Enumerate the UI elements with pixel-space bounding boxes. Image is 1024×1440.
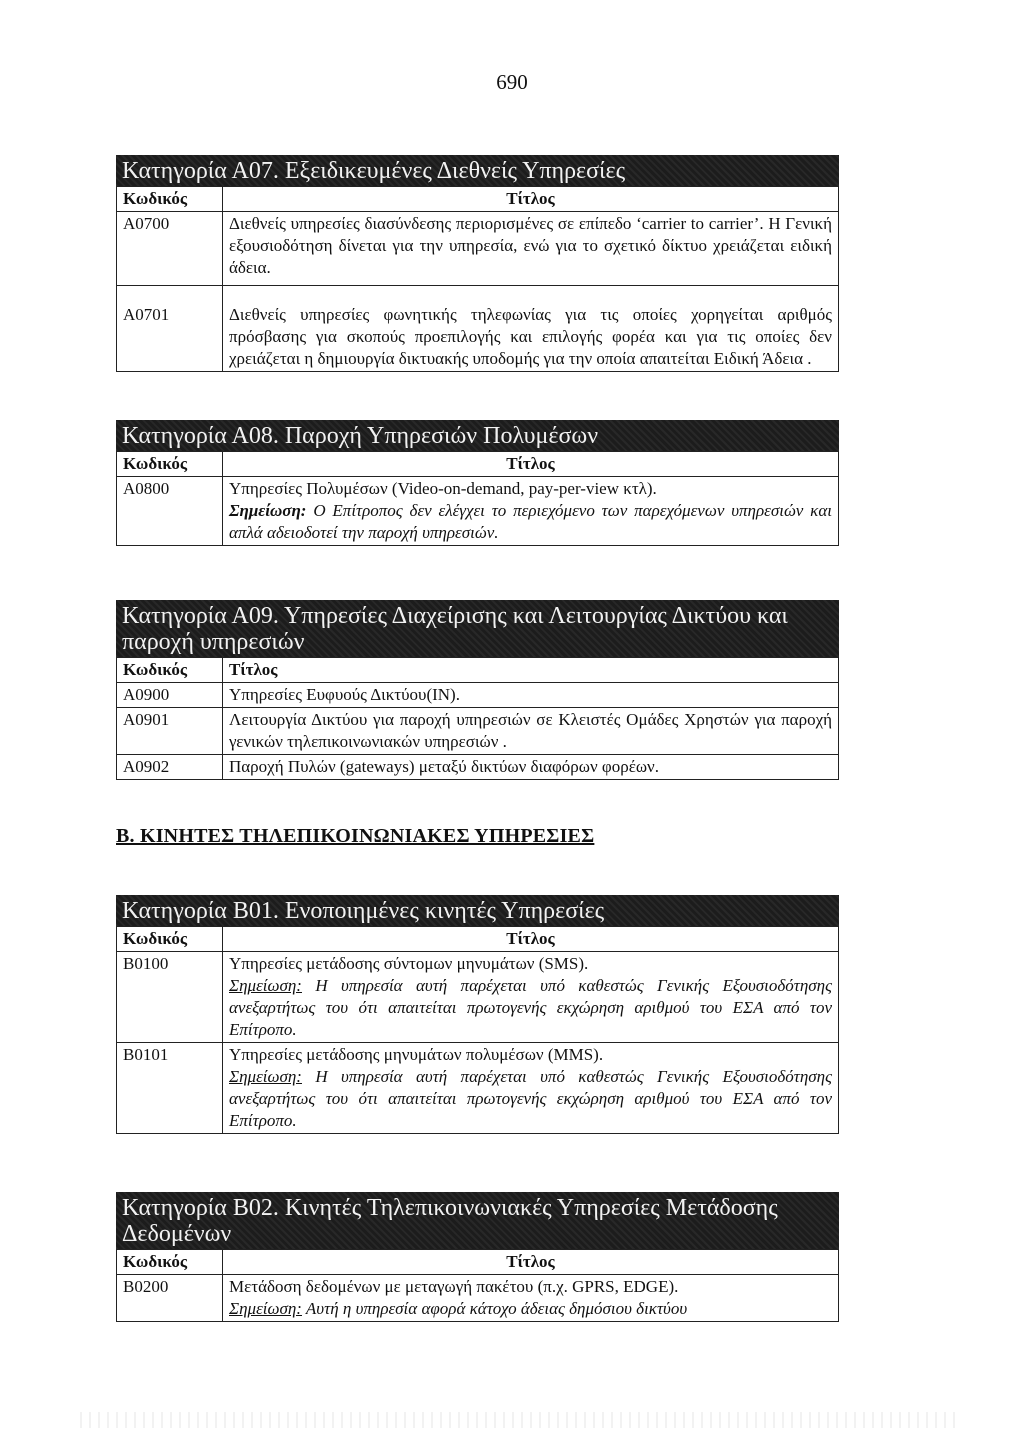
- note-text: Η υπηρεσία αυτή παρέχεται υπό καθεστώς Γενικής Εξουσιοδότησης ανεξαρτήτως του ότι απαιτείται πρωτογενής εκχώρηση αριθμού του ΕΣΑ από τον Επίτροπο.: [229, 976, 832, 1039]
- row-title: Διεθνείς υπηρεσίες φωνητικής τηλεφωνίας για τις οποίες χορηγείται αριθμός πρόσβασης για σκοπούς προεπιλογής και επιλογής φορέα και για τις οποίες δεν χρειάζεται η δημιουργία δικτυακής υποδομής για την οποία απαιτείται Ειδική Άδεια .: [223, 286, 839, 372]
- row-title-cell: [223, 1043, 839, 1134]
- row-code: Α0900: [117, 683, 223, 708]
- category-heading: Κατηγορία Β01. Ενοποιημένες κινητές Υπηρεσίες: [116, 895, 839, 926]
- category-a08: [116, 420, 839, 546]
- category-table: [116, 926, 839, 1134]
- code-column-header: Κωδικός: [117, 927, 223, 952]
- row-title: Μετάδοση δεδομένων με μεταγωγή πακέτου (π.χ. GPRS, EDGE).: [229, 1277, 679, 1296]
- category-heading: Κατηγορία Α08. Παροχή Υπηρεσιών Πολυμέσων: [116, 420, 839, 451]
- row-code: Α0902: [117, 755, 223, 780]
- table-row: [117, 477, 839, 546]
- note-text: Αυτή η υπηρεσία αφορά κάτοχο άδειας δημόσιου δικτύου: [301, 1299, 688, 1318]
- table-row: [117, 683, 839, 708]
- row-code: Α0800: [117, 477, 223, 546]
- table-row: [117, 952, 839, 1043]
- row-title: Υπηρεσίες Πολυμέσων (Video-on-demand, pay-per-view κτλ).: [229, 479, 657, 498]
- row-code: Α0901: [117, 708, 223, 755]
- row-code: Β0101: [117, 1043, 223, 1134]
- row-title: Υπηρεσίες Ευφυούς Δικτύου(IN).: [223, 683, 839, 708]
- row-title: Διεθνείς υπηρεσίες διασύνδεσης περιορισμένες σε επίπεδο ‘carrier to carrier’. Η Γενική εξουσιοδότηση δίνεται για την υπηρεσία, ενώ για το σχετικό δίκτυο χρειάζεται ειδική άδεια.: [223, 212, 839, 286]
- row-title-cell: [223, 952, 839, 1043]
- category-b01: [116, 895, 839, 1134]
- category-table: [116, 657, 839, 780]
- row-title: Λειτουργία Δικτύου για παροχή υπηρεσιών σε Κλειστές Ομάδες Χρηστών για παροχή γενικών τηλεπικοινωνιακών υπηρεσιών .: [223, 708, 839, 755]
- note-text: Ο Επίτροπος δεν ελέγχει το περιεχόμενο των παρεχόμενων υπηρεσιών και απλά αδειοδοτεί την παροχή υπηρεσιών.: [229, 501, 832, 542]
- category-heading: Κατηγορία Α09. Υπηρεσίες Διαχείρισης και Λειτουργίας Δικτύου και παροχή υπηρεσιών: [116, 600, 839, 657]
- row-code: Α0700: [117, 212, 223, 286]
- row-note: [229, 500, 832, 544]
- page-number: 690: [496, 70, 528, 94]
- table-row: [117, 755, 839, 780]
- title-column-header: Τίτλος: [223, 452, 839, 477]
- code-column-header: Κωδικός: [117, 452, 223, 477]
- code-column-header: Κωδικός: [117, 187, 223, 212]
- category-heading: Κατηγορία Β02. Κινητές Τηλεπικοινωνιακές Υπηρεσίες Μετάδοσης Δεδομένων: [116, 1192, 839, 1249]
- note-label: Σημείωση:: [229, 976, 302, 995]
- title-column-header: Τίτλος: [223, 927, 839, 952]
- row-note: [229, 975, 832, 1041]
- scan-noise: [80, 1412, 960, 1428]
- category-b02: [116, 1192, 839, 1322]
- category-a07: [116, 155, 839, 372]
- category-table: [116, 1249, 839, 1322]
- row-title: Υπηρεσίες μετάδοσης σύντομων μηνυμάτων (SMS).: [229, 954, 589, 973]
- row-code: Β0100: [117, 952, 223, 1043]
- title-column-header: Τίτλος: [223, 658, 839, 683]
- table-row: [117, 212, 839, 286]
- note-label: Σημείωση:: [229, 1067, 302, 1086]
- table-row: [117, 708, 839, 755]
- note-text: Η υπηρεσία αυτή παρέχεται υπό καθεστώς Γενικής Εξουσιοδότησης ανεξαρτήτως του ότι απαιτείται πρωτογενής εκχώρηση αριθμού του ΕΣΑ από τον Επίτροπο.: [229, 1067, 832, 1130]
- row-title-cell: [223, 1275, 839, 1322]
- note-label: Σημείωση:: [229, 501, 307, 520]
- row-code: Α0701: [117, 286, 223, 372]
- category-a09: [116, 600, 839, 780]
- row-title: Υπηρεσίες μετάδοσης μηνυμάτων πολυμέσων (MMS).: [229, 1045, 604, 1064]
- table-row: [117, 1275, 839, 1322]
- table-row: [117, 286, 839, 372]
- row-code: Β0200: [117, 1275, 223, 1322]
- row-note: [229, 1066, 832, 1132]
- row-title-cell: [223, 477, 839, 546]
- category-table: [116, 186, 839, 372]
- title-column-header: Τίτλος: [223, 1250, 839, 1275]
- section-b-title: Β. ΚΙΝΗΤΕΣ ΤΗΛΕΠΙΚΟΙΝΩΝΙΑΚΕΣ ΥΠΗΡΕΣΙΕΣ: [116, 825, 595, 847]
- category-heading: Κατηγορία Α07. Εξειδικευμένες Διεθνείς Υπηρεσίες: [116, 155, 839, 186]
- category-table: [116, 451, 839, 546]
- table-row: [117, 1043, 839, 1134]
- title-column-header: Τίτλος: [223, 187, 839, 212]
- row-note: [229, 1298, 832, 1320]
- row-title: Παροχή Πυλών (gateways) μεταξύ δικτύων διαφόρων φορέων.: [223, 755, 839, 780]
- note-label: Σημείωση:: [229, 1299, 302, 1318]
- code-column-header: Κωδικός: [117, 658, 223, 683]
- code-column-header: Κωδικός: [117, 1250, 223, 1275]
